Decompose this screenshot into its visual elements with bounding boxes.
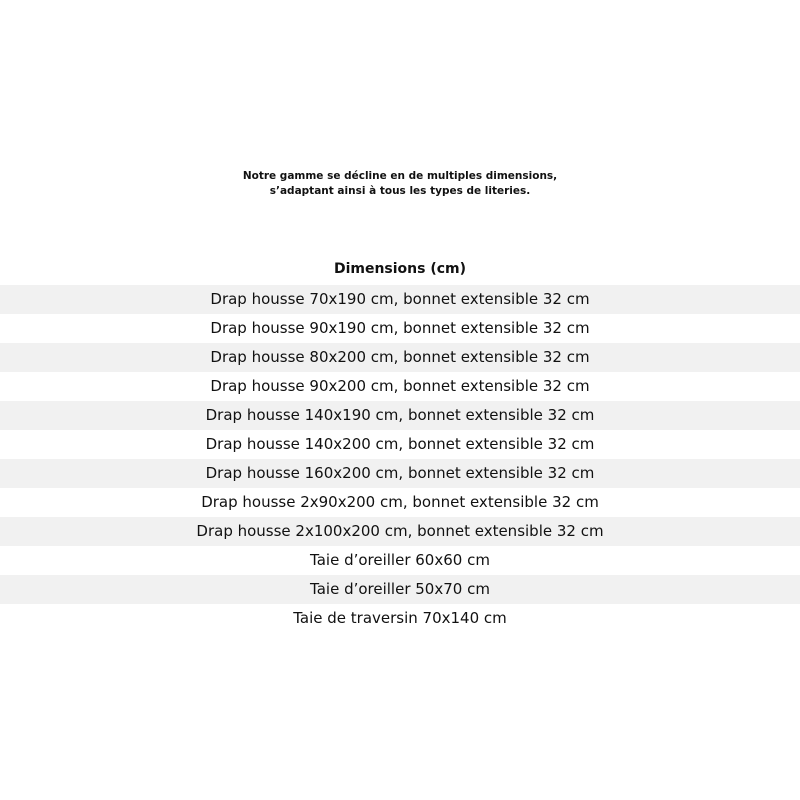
dimension-row: Drap housse 140x190 cm, bonnet extensible 32 cm <box>0 401 800 430</box>
dimension-row: Taie d’oreiller 60x60 cm <box>310 551 490 569</box>
intro-line-2: s’adaptant ainsi à tous les types de literies. <box>269 185 531 197</box>
dimension-row: Taie d’oreiller 50x70 cm <box>0 575 800 604</box>
dimension-row: Drap housse 140x200 cm, bonnet extensible 32 cm <box>205 435 595 453</box>
intro-line-1: Notre gamme se décline en de multiples dimensions, <box>242 170 558 182</box>
dimension-row: Drap housse 2x100x200 cm, bonnet extensible 32 cm <box>0 517 800 546</box>
dimension-row: Drap housse 160x200 cm, bonnet extensible 32 cm <box>0 459 800 488</box>
dimensions-table <box>0 285 800 633</box>
dimensions-heading: Dimensions (cm) <box>333 261 467 277</box>
dimension-row: Drap housse 80x200 cm, bonnet extensible 32 cm <box>0 343 800 372</box>
dimension-row: Drap housse 90x190 cm, bonnet extensible 32 cm <box>210 319 590 337</box>
dimension-row: Drap housse 2x90x200 cm, bonnet extensible 32 cm <box>201 493 599 511</box>
intro-text <box>0 169 800 199</box>
dimension-row: Drap housse 70x190 cm, bonnet extensible 32 cm <box>0 285 800 314</box>
dimension-row: Drap housse 90x200 cm, bonnet extensible 32 cm <box>210 377 590 395</box>
dimension-row: Taie de traversin 70x140 cm <box>293 609 507 627</box>
